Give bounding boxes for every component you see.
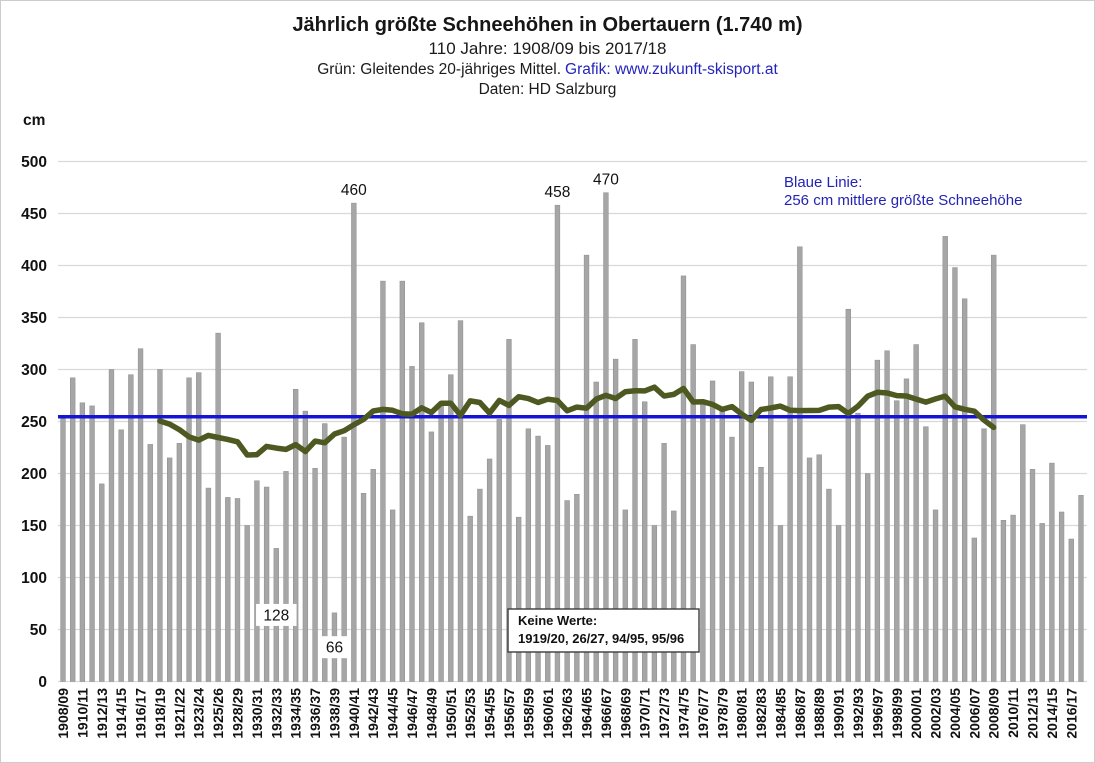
x-tick-label: 1980/81 (733, 688, 750, 739)
bar (865, 474, 870, 682)
y-tick-label: 100 (21, 570, 47, 587)
no-data-note-line2: 1919/20, 26/27, 94/95, 95/96 (518, 631, 685, 646)
bar (196, 373, 201, 682)
note-green-label: Grün: Gleitendes 20-jähriges Mittel. (317, 61, 562, 78)
bar (235, 498, 240, 681)
bar (817, 455, 822, 682)
bar (1040, 523, 1045, 681)
x-tick-label: 1923/24 (190, 688, 207, 739)
y-axis-unit-label: cm (23, 112, 46, 129)
chart-note (1, 60, 1094, 80)
chart-subtitle: 110 Jahre: 1908/09 bis 2017/18 (428, 39, 667, 58)
bar (439, 405, 444, 682)
x-tick-label: 1996/97 (869, 688, 886, 739)
bar-value-annotation: 66 (325, 639, 344, 657)
bar (477, 489, 482, 681)
x-tick-label: 1914/15 (113, 688, 130, 739)
bar (429, 432, 434, 682)
x-tick-label: 1966/67 (597, 688, 614, 739)
x-tick-label: 2016/17 (1063, 688, 1080, 739)
bar (487, 459, 492, 682)
y-tick-label: 0 (38, 674, 47, 691)
bar (671, 511, 676, 682)
y-tick-label: 300 (21, 362, 47, 379)
x-tick-label: 1948/49 (423, 688, 440, 739)
bar (1049, 463, 1054, 681)
bar (419, 323, 424, 682)
data-source-label: Daten: HD Salzburg (478, 81, 617, 98)
x-tick-label: 1950/51 (442, 688, 459, 739)
y-tick-label: 450 (21, 206, 47, 223)
x-tick-label: 1944/45 (384, 688, 401, 739)
note-credit-text: Grafik: www.zukunft-skisport.at (565, 61, 778, 78)
x-tick-label: 1958/59 (520, 688, 537, 739)
x-tick-label: 2010/11 (1005, 688, 1022, 738)
x-tick-label: 1928/29 (229, 688, 246, 739)
bar (856, 413, 861, 681)
x-tick-label: 1946/47 (404, 688, 421, 739)
bar (128, 375, 133, 682)
bar (749, 382, 754, 682)
mean-line-legend-line1: Blaue Linie: (784, 174, 863, 191)
bar (885, 351, 890, 682)
y-tick-label: 500 (21, 154, 47, 171)
x-tick-label: 1942/43 (365, 688, 382, 739)
x-tick-label: 1910/11 (74, 688, 91, 738)
bar (914, 345, 919, 682)
bar (138, 349, 143, 682)
bar (836, 526, 841, 682)
bar (400, 281, 405, 681)
x-tick-label: 1940/41 (345, 688, 362, 739)
snow-depth-bar-chart (1, 1, 1095, 763)
bar (187, 378, 192, 682)
x-tick-label: 2002/03 (927, 688, 944, 739)
bar (730, 437, 735, 681)
bar (962, 299, 967, 682)
bar (361, 493, 366, 681)
x-tick-label: 1932/33 (268, 688, 285, 739)
bar (759, 467, 764, 681)
y-tick-label: 150 (21, 518, 47, 535)
bar (90, 406, 95, 682)
bar (797, 247, 802, 682)
bar (255, 481, 260, 682)
bar (167, 458, 172, 682)
x-tick-label: 1968/69 (617, 688, 634, 739)
bar (700, 403, 705, 682)
bar (943, 236, 948, 681)
x-tick-label: 2000/01 (908, 688, 925, 739)
x-tick-label: 2014/15 (1043, 688, 1060, 739)
bar (846, 309, 851, 681)
x-tick-label: 2012/13 (1024, 688, 1041, 739)
bar (720, 411, 725, 681)
bar (923, 427, 928, 682)
x-tick-label: 1952/53 (462, 688, 479, 739)
mean-line-legend-line2: 256 cm mittlere größte Schneehöhe (784, 192, 1023, 209)
x-tick-label: 2006/07 (966, 688, 983, 739)
x-tick-label: 1954/55 (481, 688, 498, 739)
bar (245, 526, 250, 682)
bar (381, 281, 386, 681)
bar (904, 379, 909, 682)
bar (216, 333, 221, 681)
bar (710, 381, 715, 682)
bar (768, 377, 773, 682)
x-tick-label: 1992/93 (849, 688, 866, 739)
bar (497, 419, 502, 681)
bar (206, 488, 211, 681)
bar (1059, 512, 1064, 682)
bar (80, 403, 85, 682)
bar (894, 401, 899, 682)
bar (390, 510, 395, 682)
bar (574, 494, 579, 681)
bar (293, 389, 298, 681)
bar (778, 526, 783, 682)
bar (1030, 469, 1035, 681)
x-tick-label: 1962/63 (559, 688, 576, 739)
bar (953, 268, 958, 682)
x-tick-label: 1938/39 (326, 688, 343, 739)
x-tick-label: 1970/71 (636, 688, 653, 739)
bar (652, 526, 657, 682)
bar (1011, 515, 1016, 681)
x-tick-label: 1978/79 (714, 688, 731, 739)
x-tick-label: 1918/19 (151, 688, 168, 739)
bar (604, 193, 609, 682)
bar (264, 487, 269, 681)
x-tick-label: 1998/99 (888, 688, 905, 739)
bar (875, 360, 880, 681)
x-tick-label: 1908/09 (55, 688, 71, 739)
bar (565, 501, 570, 682)
no-data-note-line1: Keine Werte: (518, 613, 598, 628)
bar-value-annotation: 460 (340, 182, 367, 200)
x-tick-label: 2008/09 (985, 688, 1002, 739)
bar (177, 443, 182, 681)
x-tick-label: 1930/31 (248, 688, 265, 739)
x-tick-label: 1925/26 (210, 688, 227, 739)
bar (1069, 539, 1074, 681)
bar (1001, 520, 1006, 681)
bar (827, 489, 832, 681)
bar (982, 429, 987, 682)
bar-value-annotation: 128 (263, 607, 290, 625)
chart-header (1, 1, 1094, 100)
y-tick-label: 350 (21, 310, 47, 327)
x-tick-label: 1960/61 (539, 688, 556, 739)
x-tick-label: 1934/35 (287, 688, 304, 739)
bar (371, 469, 376, 681)
bar (1079, 495, 1084, 681)
x-tick-label: 1976/77 (694, 688, 711, 739)
x-tick-label: 1972/73 (656, 688, 673, 739)
x-tick-label: 1990/91 (830, 688, 847, 739)
x-tick-label: 1964/65 (578, 688, 595, 739)
bar (991, 255, 996, 681)
x-tick-label: 1986/87 (791, 688, 808, 739)
bar (788, 377, 793, 682)
bar (284, 471, 289, 681)
y-tick-label: 400 (21, 258, 47, 275)
bar-value-annotation: 458 (544, 184, 571, 202)
x-tick-label: 1974/75 (675, 688, 692, 739)
x-tick-label: 2004/05 (946, 688, 963, 739)
y-tick-label: 50 (29, 622, 47, 639)
bar (351, 203, 356, 681)
bar (148, 444, 153, 681)
bar (61, 418, 66, 681)
bar (448, 375, 453, 682)
x-tick-label: 1916/17 (132, 688, 149, 739)
bar (807, 458, 812, 682)
x-tick-label: 1982/83 (753, 688, 770, 739)
bar (313, 468, 318, 681)
bar (99, 484, 104, 682)
bar (516, 517, 521, 681)
y-tick-label: 250 (21, 414, 47, 431)
bar (458, 321, 463, 682)
x-tick-label: 1988/89 (811, 688, 828, 739)
bar (623, 510, 628, 682)
x-tick-label: 1956/57 (500, 688, 517, 739)
bar (119, 430, 124, 682)
page-title: Jährlich größte Schneehöhen in Obertauern (1.740 m) (292, 14, 803, 36)
x-tick-label: 1936/37 (307, 688, 324, 739)
x-tick-label: 1921/22 (171, 688, 188, 739)
y-tick-label: 200 (21, 466, 47, 483)
bar-value-annotation: 470 (592, 171, 619, 189)
bar (972, 538, 977, 682)
x-tick-label: 1984/85 (772, 688, 789, 739)
x-tick-label: 1912/13 (93, 688, 110, 739)
bar (1020, 425, 1025, 682)
bar (933, 510, 938, 682)
bar (70, 378, 75, 682)
bar (225, 497, 230, 681)
bar (468, 516, 473, 681)
